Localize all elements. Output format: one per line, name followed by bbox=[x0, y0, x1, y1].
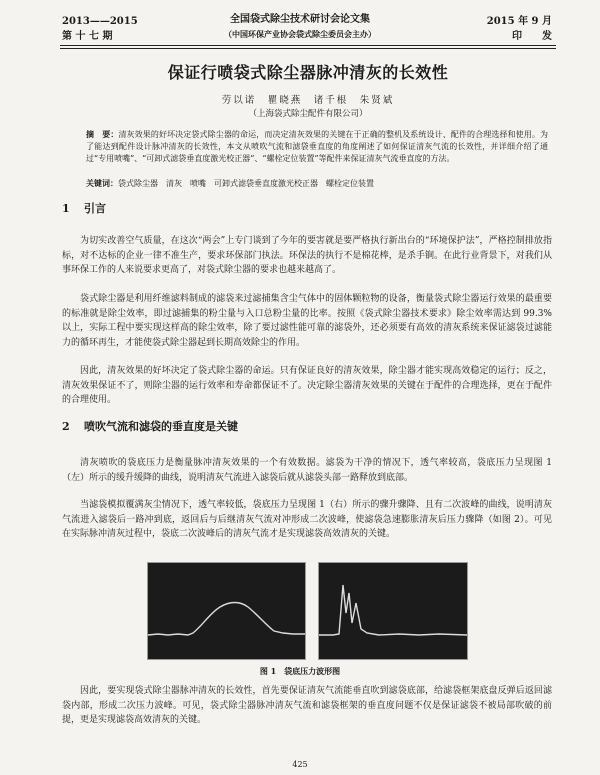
section-2-paragraph-2: 当滤袋模拟覆满灰尘情况下，透气率较低，袋底压力呈现图 1（右）所示的骤升骤降、且有二次波峰的曲线，说明清灰气流进入滤袋后一路冲到底，返回后与后继清灰气流对冲形成二次波峰，使滤袋急速膨胀清灰后压力骤降（如图 2）。可见在实际脉冲清灰过程中，袋底二次波峰后的清灰气流才是实现滤袋高效清灰的关键。 bbox=[62, 500, 552, 539]
header-left bbox=[62, 14, 138, 44]
section-2-paragraph-1: 清灰喷吹的袋底压力是衡量脉冲清灰效果的一个有效数据。滤袋为干净的情况下，透气率较高，袋底压力呈现图 1（左）所示的缓升缓降的曲线，说明清灰气流进入滤袋后就从滤袋头部一路释放到底部。 bbox=[62, 458, 552, 483]
header-rule-thick bbox=[60, 45, 556, 46]
figure-1-caption: 图 1 袋底压力波形图 bbox=[259, 666, 341, 676]
section-1-number: 1 bbox=[62, 202, 70, 215]
figure-1-right-oscillogram bbox=[319, 563, 467, 659]
section-2-number: 2 bbox=[62, 420, 70, 433]
page-number: 425 bbox=[292, 760, 308, 769]
header-right bbox=[487, 14, 552, 44]
paper-authors: 劳以诺 瞿晓燕 诸千根 朱贤斌 bbox=[221, 95, 395, 106]
abstract-text: 清灰效果的好坏决定袋式除尘器的命运，而决定清灰效果的关键在于正确的整机及系统设计、配件的合理选择和使用。为了能达到配件设计脉冲清灰的长效性，本文从喷吹气流和滤袋垂直度的角度阐述了如何保证清灰气流的长效性，并详细介绍了通过“专用喷嘴”、“可卸式滤袋垂直度激光校正器”、“螺栓定位装置”等配件来保证清灰气流垂直度的方法。 bbox=[86, 130, 549, 163]
section-1-heading bbox=[62, 200, 106, 216]
section-2-heading bbox=[62, 418, 238, 434]
section-1-title: 引言 bbox=[84, 202, 106, 215]
right-pressure-trace bbox=[319, 585, 467, 635]
header-date: 2015 年 9 月 bbox=[486, 16, 552, 27]
header-issue: 第 十 七 期 bbox=[62, 31, 113, 42]
keywords-label: 关键词： bbox=[86, 178, 118, 188]
header-rule-thin bbox=[60, 48, 556, 49]
left-pressure-trace bbox=[148, 603, 305, 636]
header-years: 2013——2015 bbox=[62, 16, 138, 27]
section-1-paragraph-3: 因此，清灰效果的好坏决定了袋式除尘器的命运。只有保证良好的清灰效果，除尘器才能实现高效稳定的运行；反之，清灰效果保证不了，则除尘器的运行效率和寿命都保证不了。决定除尘器清灰效果的关键在于配件的合理选择，更在于配件的合理使用。 bbox=[62, 366, 552, 405]
header-organizer: （中国环保产业协会袋式除尘委员会主办） bbox=[224, 29, 376, 39]
header-print: 印 发 bbox=[512, 31, 552, 42]
section-2-title: 喷吹气流和滤袋的垂直度是关键 bbox=[84, 420, 238, 433]
section-1-paragraph-1: 为切实改善空气质量，在这次“两会”上专门谈到了今年的要害就是要严格执行新出台的“环境保护法”，严格控制排放指标，对不达标的企业一律不准生产，要求环保部门执法。环保法的执行不是棉花棒，是杀手锏。在此行业背景下，对我们从事环保工作的人来说要求更高了，对袋式除尘器的要求也越来越高了。 bbox=[62, 236, 552, 275]
keywords-text: 袋式除尘器 清灰 喷嘴 可卸式滤袋垂直度激光校正器 螺栓定位装置 bbox=[118, 179, 374, 188]
section-1-paragraph-2: 袋式除尘器是利用纤维滤料制成的滤袋来过滤捕集含尘气体中的固体颗粒物的设备，衡量袋式除尘器运行效果的最重要的标准就是除尘效率，即过滤捕集的粉尘量与入口总粉尘量的比率。按照《袋式除尘器技术要求》除尘效率需达到 99.3%以上，实际工程中要实现这样高的除尘效率，除了要过滤性能可靠的滤袋外，还必须要有高效的清灰系统来保证滤袋过滤能力的循环再生，才能使袋式除尘器起到长期高效除尘的作用。 bbox=[62, 294, 552, 348]
paper-title: 保证行喷袋式除尘器脉冲清灰的长效性 bbox=[167, 63, 449, 82]
figure-1-right-panel bbox=[318, 562, 468, 660]
header-center bbox=[180, 12, 420, 42]
keywords bbox=[86, 177, 548, 190]
figure-1-left-panel bbox=[147, 562, 306, 660]
abstract bbox=[86, 128, 548, 165]
abstract-label: 摘 要： bbox=[86, 129, 119, 139]
section-2-paragraph-3: 因此，要实现袋式除尘器脉冲清灰的长效性，首先要保证清灰气流能垂直吹到滤袋底部，给滤袋框架底盘反弹后返回滤袋内部，形成二次压力波峰。可见，袋式除尘器脉冲清灰气流和滤袋框架的垂直度问题不仅是保证滤袋不被局部吹破的前提，更是实现滤袋高效清灰的关键。 bbox=[62, 686, 552, 725]
figure-1-left-oscillogram bbox=[148, 563, 305, 659]
paper-affiliation: （上海袋式除尘配件有限公司） bbox=[248, 109, 368, 119]
header-journal-title: 全国袋式除尘技术研讨会论文集 bbox=[230, 14, 370, 25]
